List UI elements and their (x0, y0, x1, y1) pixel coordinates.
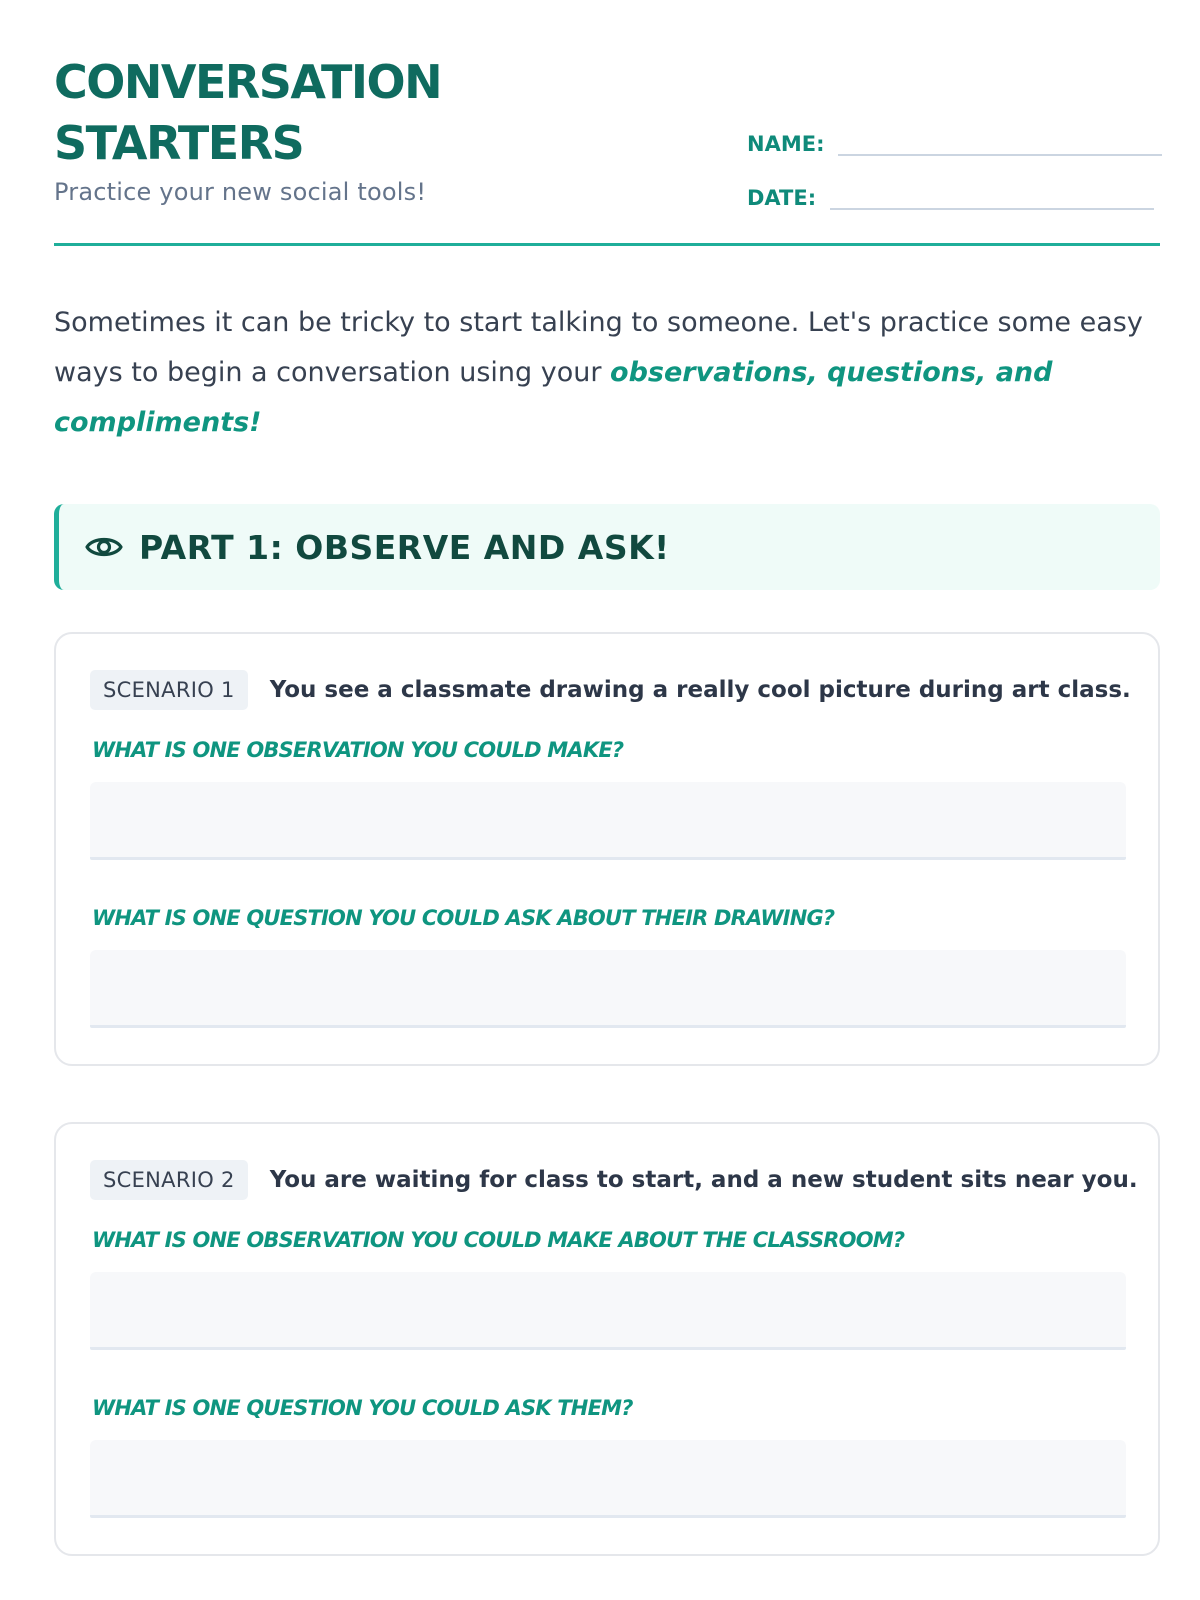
question-prompt: WHAT IS ONE QUESTION YOU COULD ASK ABOUT THEIR DRAWING? (92, 906, 835, 930)
name-label: NAME: (747, 132, 825, 156)
observation-answer-box[interactable] (90, 1272, 1126, 1350)
page-title-line-2: STARTERS (54, 116, 304, 170)
name-field (747, 124, 1162, 156)
page-title-line-1: CONVERSATION (54, 55, 442, 109)
worksheet-page (54, 0, 1160, 1420)
intro-emphasis: observations, questions, and compliments! (54, 357, 1053, 438)
eye-icon (85, 528, 123, 566)
section-title: PART 1: OBSERVE AND ASK! (139, 527, 670, 567)
scenario-header (90, 1160, 1138, 1200)
scenario-card-1 (54, 632, 1160, 1066)
question-prompt: WHAT IS ONE QUESTION YOU COULD ASK THEM? (92, 1396, 633, 1420)
intro-text: Sometimes it can be tricky to start talking to someone. Let's practice some easy ways to begin a conversation using your (54, 307, 1143, 388)
header-divider (54, 243, 1160, 246)
scenario-badge: SCENARIO 2 (90, 1160, 248, 1200)
scenario-description: You see a classmate drawing a really cool picture during art class. (269, 677, 1131, 703)
date-field (747, 178, 1154, 210)
observation-prompt: WHAT IS ONE OBSERVATION YOU COULD MAKE ABOUT THE CLASSROOM? (92, 1228, 905, 1252)
scenario-description: You are waiting for class to start, and a new student sits near you. (269, 1167, 1138, 1193)
observation-answer-box[interactable] (90, 782, 1126, 860)
scenario-card-2 (54, 1122, 1160, 1556)
date-input-line[interactable] (830, 178, 1154, 210)
name-input-line[interactable] (838, 124, 1162, 156)
scenario-header (90, 670, 1131, 710)
question-answer-box[interactable] (90, 1440, 1126, 1518)
page-subtitle: Practice your new social tools! (54, 178, 427, 206)
page-title (54, 52, 614, 174)
question-answer-box[interactable] (90, 950, 1126, 1028)
observation-prompt: WHAT IS ONE OBSERVATION YOU COULD MAKE? (92, 738, 624, 762)
section-header-part-1 (54, 504, 1160, 590)
worksheet-header (54, 0, 1160, 246)
intro-paragraph (54, 298, 1154, 448)
date-label: DATE: (747, 186, 817, 210)
scenario-badge: SCENARIO 1 (90, 670, 248, 710)
